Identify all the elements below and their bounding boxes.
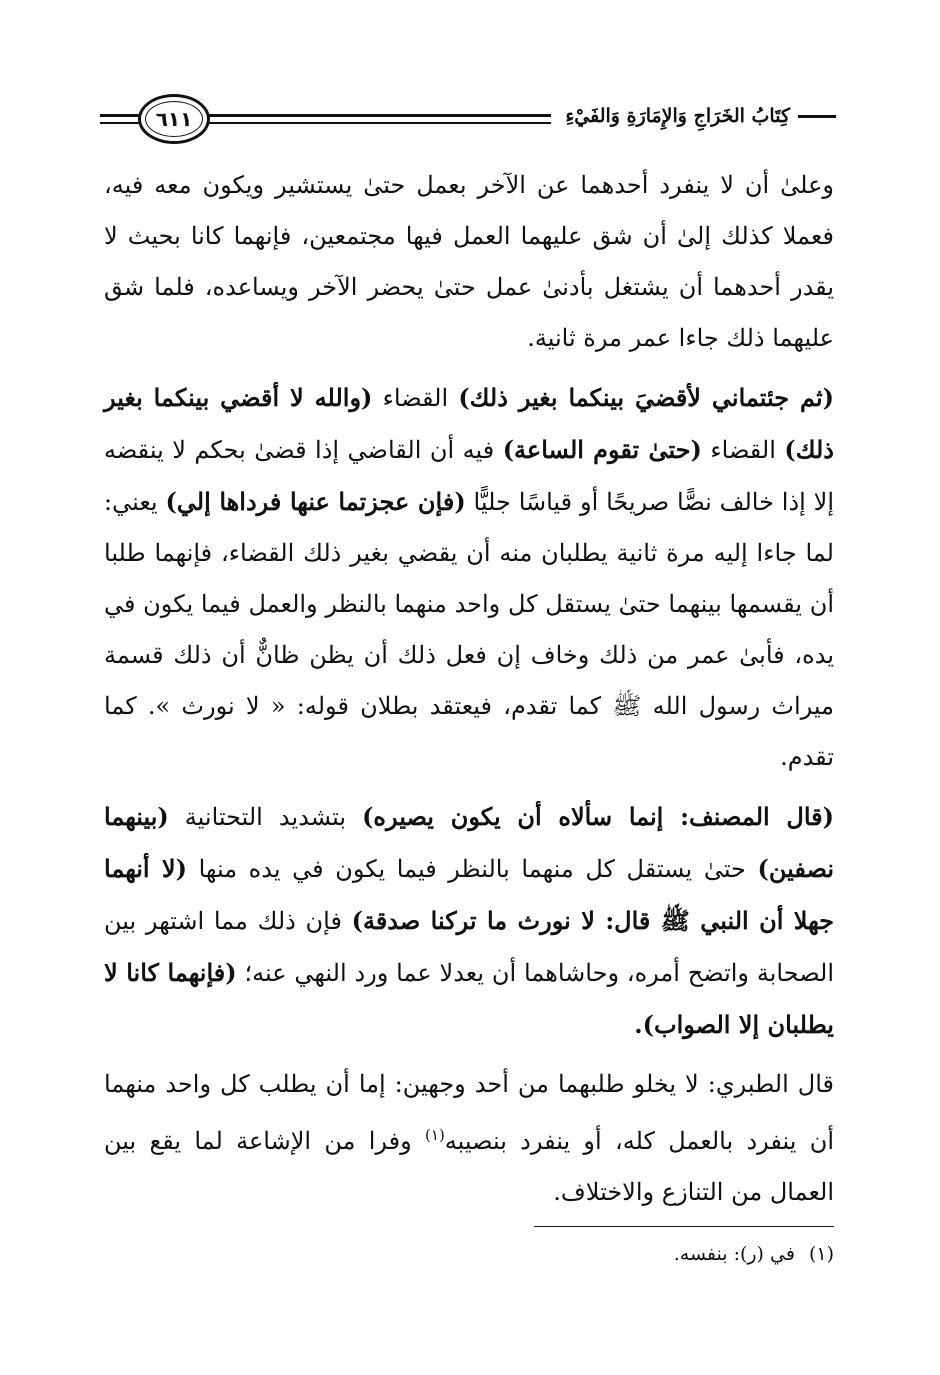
- main-text: [104, 160, 834, 1218]
- commentary-text: قال الطبري: لا يخلو طلبهما من أحد وجهين: إما أن يطلب كل واحد منهما أن ينفرد بالعمل كله، أو ينفرد بنصيبه: [104, 1070, 834, 1155]
- page-number-badge: [138, 94, 210, 144]
- commentary-text: فإن ذلك مما اشتهر بين الصحابة واتضح أمره، وحاشاهما أن يعدلا عما ورد النهي عنه؛: [104, 907, 835, 987]
- paragraph-1: [104, 160, 834, 364]
- footnote-number: (١): [808, 1243, 834, 1265]
- commentary-text: يعني: لما جاءا إليه مرة ثانية يطلبان منه أن يقضي بغير ذلك القضاء، فإنهما طلبا أن يقسمها بينهما حتىٰ يستقل كل واحد منهما بالنظر والعمل فيما يكون في يده، فأبىٰ عمر من ذلك وخاف إن فعل ذلك أن يظن ظانٌّ أن ذلك قسمة ميراث رسول الله ﷺ كما تقدم، فيعتقد بطلان قوله: « لا نورث ». كما تقدم.: [104, 488, 835, 771]
- commentary-text: فيه أن القاضي إذا قضىٰ بحكم لا ينقضه إلا إذا خالف نصًّا صريحًا أو قياسًا جليًّا: [104, 436, 834, 516]
- footnote-ref: (١): [425, 1126, 445, 1144]
- commentary-text: وعلىٰ أن لا ينفرد أحدهما عن الآخر بعمل حتىٰ يستشير ويكون معه فيه، فعملا كذلك إلىٰ أن شق عليهما العمل فيها مجتمعين، فإنهما كانا بحيث لا يقدر أحدهما أن يشتغل بأدنىٰ عمل حتىٰ يحضر الآخر ويساعده، فلما شق عليهما ذلك جاءا عمر مرة ثانية.: [104, 171, 834, 352]
- page-header: [100, 92, 840, 156]
- quoted-text: (بينهما نصفين): [104, 802, 835, 883]
- paragraph-3: [104, 791, 834, 1051]
- paragraph-2: [104, 372, 834, 783]
- quoted-text: (فإنهما كانا لا يطلبان إلا الصواب).: [104, 958, 834, 1039]
- commentary-text: بتشديد التحتانية: [168, 803, 363, 831]
- quoted-text: (ثم جئتماني لأقضيَ بينكما بغير ذلك): [458, 383, 835, 412]
- quoted-text: (فإن عجزتما عنها فرداها إلي): [165, 487, 466, 516]
- commentary-text: القضاء: [372, 384, 459, 412]
- commentary-text: القضاء: [701, 436, 785, 464]
- page-number: ٦١١: [155, 107, 193, 131]
- quoted-text: (لا أنهما جهلا أن النبي ﷺ قال: لا نورث ما تركنا صدقة): [104, 854, 834, 935]
- footnote-text: في (ر): بنفسه.: [673, 1243, 795, 1265]
- commentary-text: وفرا من الإشاعة لما يقع بين العمال من التنازع والاختلاف.: [104, 1127, 834, 1206]
- running-title: كِتَابُ الخَرَاجِ وَالإِمَارَةِ وَالفَيْءِ: [565, 104, 790, 127]
- commentary-text: حتىٰ يستقل كل منهما بالنظر فيما يكون في يده منها: [186, 855, 758, 883]
- header-dash: [798, 115, 836, 118]
- header-title-block: [551, 96, 840, 136]
- quoted-text: (قال المصنف: إنما سألاه أن يكون يصيره): [362, 802, 835, 831]
- quoted-text: (حتىٰ تقوم الساعة): [502, 435, 702, 464]
- footnotes: [234, 1238, 834, 1270]
- quoted-text: (والله لا أقضي بينكما بغير ذلك): [104, 383, 834, 464]
- footnote-1: [234, 1238, 834, 1270]
- footnote-separator: [534, 1226, 834, 1227]
- paragraph-4: [104, 1059, 834, 1218]
